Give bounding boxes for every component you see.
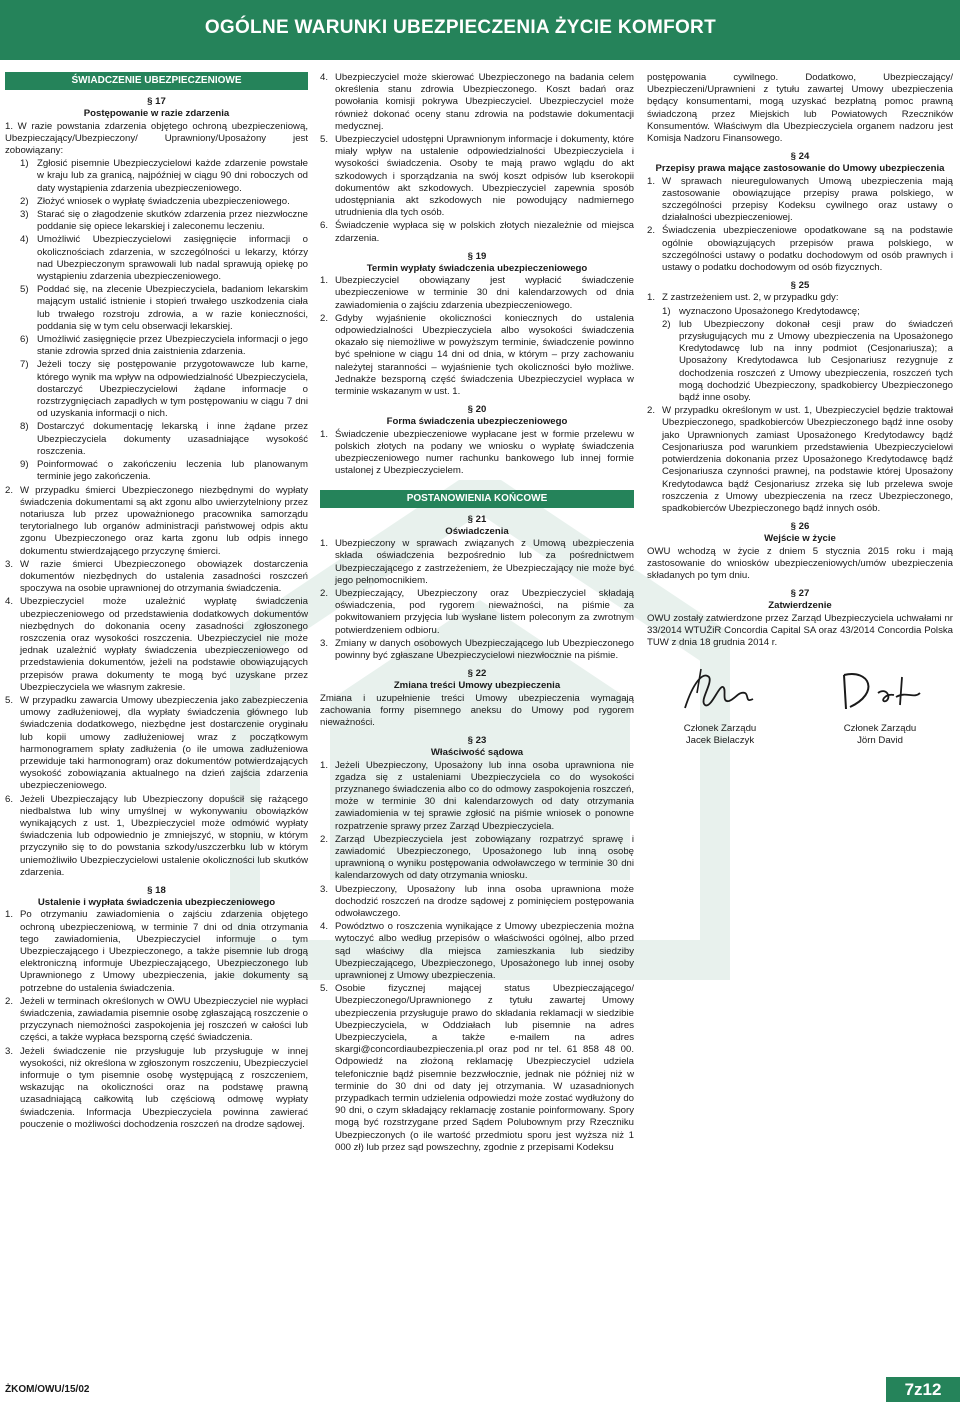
sub-number: 3) [20,209,29,221]
sub-text: Złożyć wniosek o wypłatę świadczenia ubezpieczeniowego. [37,195,290,207]
signature-image [830,663,930,721]
item-text: Ubezpieczający, Ubezpieczony oraz Ubezpieczyciel składają oświadczenia, pod rygorem nieważności, na piśmie za pokwitowaniem przyjęcia lub wysłane listem poleconym za zwrotnym potwierdzeniem odbioru. [335,587,634,636]
item-number: 5. [320,134,329,146]
item-text: W przypadku zawarcia Umowy ubezpieczenia jako zabezpieczenia umowy zadłużeniowej, dla wypłaty świadczenia głównego lub świadczenia dodatkowego, niezbędne jest dostarczenie oryginału lub kopii umowy zadłużeniowej wraz z początkowym harmonogramem spłaty zadłużenia (o ile umowa zadłużeniowa przewiduje taki harmonogram) oraz dokumentów potwierdzających wysokość zobowiązania aktualnego na dzień zajścia zdarzenia ubezpieczeniowego. [20,694,308,792]
list-item [320,588,634,637]
list-item [320,760,634,833]
list-item [647,292,953,304]
section-title: Właściwość sądowa [430,747,524,759]
section-24-heading [647,151,953,175]
item-number: 1. [647,292,656,304]
sub-text: Jeżeli toczy się postępowanie przygotowawcze lub karne, którego wynik ma wpływ na odpowiedzialność Ubezpieczyciela, dostarczyć Ubezpieczycielowi żądane informacje o rozstrzygnięciach zapadłych w tym postępowaniu w ciągu 7 dni od uzyskania informacji o nich. [37,359,308,420]
list-item [5,559,308,596]
list-item [5,695,308,793]
section-22-heading [320,668,634,692]
list-item [5,794,308,879]
paragraph: OWU wchodzą w życie z dniem 5 stycznia 2015 roku i mają zastosowanie do wniosków ubezpieczeniowych/umów ubezpieczenia składanych po tym dniu. [647,545,953,581]
section-number: § 24 [790,151,810,163]
item-number: 2. [647,225,656,237]
item-text: Jeżeli w terminach określonych w OWU Ubezpieczyciel nie wypłaci świadczenia, zawiadamia pisemnie osobę zgłaszającą roszczenie o przyczynach niemożności zaspokojenia jej roszczeń w całości lub części, a także wypłaca bezsporną część świadczenia. [20,995,308,1044]
section-title: Wejście w życie [764,533,836,545]
section-number: § 22 [467,668,487,680]
sub-number: 2) [20,195,29,207]
item-text: Ubezpieczyciel obowiązany jest wypłacić świadczenie ubezpieczeniowe w terminie 30 dni kalendarzowych od dnia zawiadomienia o zajściu zdarzenia ubezpieczeniowego. [335,275,634,311]
signature-role: Członek Zarządu [843,723,917,735]
list-item [320,921,634,982]
section-title: Zatwierdzenie [768,600,832,612]
signature-name: Jörn David [857,735,903,747]
list-item [320,983,634,1154]
list-item [320,638,634,662]
sub-number: 7) [20,359,29,371]
list-item [5,485,308,558]
item-number: 1. [320,759,329,771]
item-text: Zmiany w danych osobowych Ubezpieczającego lub Ubezpieczonego powinny być zgłaszane Ubezpieczycielowi niezwłocznie na piśmie. [335,637,634,661]
sub-item [662,319,953,404]
item-text: W razie śmierci Ubezpieczonego obowiązek dostarczenia dokumentów niezbędnych do ustalenia zasadności roszczeń spoczywa na osobie uprawnionej do otrzymania świadczenia. [20,558,308,595]
signature-image [675,663,765,721]
section-number: § 19 [467,250,487,262]
signature-role: Członek Zarządu [683,723,757,735]
paragraph: OWU zostały zatwierdzone przez Zarząd Ubezpieczyciela uchwałami nr 33/2014 WTUŻiR Concordia Capital SA oraz 43/2014 Concordia Polska TUW z dnia 18 grudnia 2014 r. [647,612,953,648]
sub-item [20,158,308,195]
item-text: Z zastrzeżeniem ust. 2, w przypadku gdy: [662,292,839,304]
sub-item [20,334,308,358]
list-item [320,429,634,478]
list-item [320,72,634,133]
sub-number: 1) [20,158,29,170]
signature-block [655,663,785,747]
sub-item [20,284,308,333]
section-band-final: POSTANOWIENIA KOŃCOWE [320,490,634,508]
sub-text: wyznaczono Uposażonego Kredytodawcę; [679,305,860,317]
section-25-heading [647,280,953,292]
section-title: Przepisy prawa mające zastosowanie do Umowy ubezpieczenia [655,163,945,175]
list-item [320,834,634,883]
sub-number: 5) [20,284,29,296]
section-17-heading [5,96,308,120]
sub-text: Poddać się, na zlecenie Ubezpieczyciela, badaniom lekarskim mającym ustalić istnienie i stopień trwałego uszkodzenia ciała lub trwałego rozstroju zdrowia, a w razie konieczności, poddania się w tym celu obserwacji lekarskiej. [37,284,308,332]
list-item [647,176,953,225]
sub-item [20,209,308,233]
item-text: Jeżeli świadczenie nie przysługuje lub przysługuje w innej wysokości, niż określona w zgłoszonym roszczeniu, Ubezpieczyciel informuje o tym pisemnie osobę występującą z roszczeniem, wskazując na okoliczności oraz na podstawę prawną uzasadniającą całkowitą lub częściową odmowę wypłaty świadczenia. Informacja Ubezpieczyciela powinna zawierać pouczenie o możliwości dochodzenia roszczeń na drodze sądowej. [20,1045,308,1130]
item-number: 3. [320,637,329,649]
sub-text: Starać się o złagodzenie skutków zdarzenia przez niezwłoczne poddanie się opiece lekarskiej i zaleconemu leczeniu. [37,209,308,233]
section-27-heading [647,588,953,612]
item-text: Ubezpieczony w sprawach związanych z Umową ubezpieczenia składa oświadczenia bezpośrednio lub za pośrednictwem Ubezpieczającego z zastrzeżeniem, że Ubezpieczający nie może być jego pełnomocnikiem. [335,538,634,586]
sub-item [20,459,308,483]
item-number: 2. [5,995,14,1007]
item-number: 2. [320,587,329,599]
document-title: OGÓLNE WARUNKI UBEZPIECZENIA ŻYCIE KOMFORT [204,17,716,38]
item-text: W przypadku określonym w ust. 1, Ubezpieczyciel będzie traktował Ubezpieczonego, spadkobierców Ubezpieczonego bądź inne osoby jako Uprawnionych zamiast Uposażonego Kredytodawcy bądź Cesjonariusza pod warunkiem przedstawienia Ubezpieczycielowi potwierdzenia dokonania przez Uposażonego Kredytodawcę bądź Cesjonariusza czynności prawnej, na podstawie której Uposażony Kredytodawca bądź Cesjonariusz zrzeka się lub przelewa swoje roszczenia z Umowy ubezpieczenia na rzecz Ubezpieczonego, spadkobierców Ubezpieczonego bądź innych osób. [662,405,953,514]
section-title: Zmiana treści Umowy ubezpieczenia [393,680,561,692]
sub-item [20,234,308,283]
column-3 [647,72,953,747]
item-number: 4. [320,921,329,933]
paragraph: Zmiana i uzupełnienie treści Umowy ubezpieczenia wymagają zachowania formy pisemnego aneksu do Umowy pod rygorem nieważności. [320,692,634,728]
sub-item [20,196,308,208]
sub-number: 2) [662,318,671,330]
section-number: § 20 [467,404,487,416]
item-text: W sprawach nieuregulowanych Umową ubezpieczenia mają zastosowanie obowiązujące przepisy prawa polskiego, w szczególności przepisy Kodeksu cywilnego oraz ustawy o działalności ubezpieczeniowej. [662,175,953,224]
sub-number: 8) [20,421,29,433]
item-text: Jeżeli Ubezpieczony, Uposażony lub inna osoba uprawniona nie zgadza się z ustaleniami Ubezpieczyciela co do wysokości przyznanego świadczenia albo co do odmowy zaspokojenia roszczeń, może w terminie 30 dni kalendarzowych od daty otrzymania zawiadomienia w tej sprawie zgłosić na piśmie wniosek o ponowne rozpatrzenie sprawy przez Zarząd Ubezpieczyciela. [335,759,634,832]
sub-item [20,359,308,420]
signature-block [815,663,945,747]
list-item [5,996,308,1045]
list-item [320,275,634,312]
item-text: Świadczenie ubezpieczeniowe wypłacane jest w formie przelewu w polskich złotych na podany we wniosku o wypłatę świadczenia ubezpieczeniowego numer rachunku bankowego lub innej formie ustalonej z Ubezpieczycielem. [335,428,634,477]
section-26-heading [647,521,953,545]
item-number: 5. [320,983,329,995]
item-text: Świadczenie wypłaca się w polskich złotych niezależnie od miejsca zdarzenia. [335,220,634,244]
section-title: Postępowanie w razie zdarzenia [83,108,230,120]
section-19-heading [320,251,634,275]
section-number: § 21 [467,513,487,525]
item-text: Po otrzymaniu zawiadomienia o zajściu zdarzenia objętego ochroną ubezpieczeniową, w terminie 7 dni od dnia otrzymania tego zawiadomienia, Ubezpieczyciel informuje o tym Ubezpieczającego i Ubezpieczonego, a także pisemnie lub drogą elektroniczną informuje Ubezpieczającego, Ubezpieczonego lub Uprawnionego z Umowy ubezpieczenia, jakie dokumenty są potrzebne do ustalenia świadczenia. [20,909,308,994]
item-number: 2. [320,833,329,845]
item-text: Osobie fizycznej mającej status Ubezpieczającego/ Ubezpieczonego/Uprawnionego z tytułu zawartej Umowy ubezpieczenia przysługuje prawo do składania reklamacji w siedzibie Ubezpieczyciela, w Oddziałach lub pisemnie na adres Ubezpieczyciela, a także e-mailem na adres skargi@concordiaubezpieczenia.pl oraz pod nr tel. 61 858 48 00. Odpowiedź na złożoną reklamację Ubezpieczyciel udziela telefonicznie bądź pisemnie bezzwłocznie, jednak nie później niż w terminie do 30 dni od daty jej otrzymania. W uzasadnionych przypadkach termin udzielenia odpowiedzi może zostać wydłużony do 90 dni, o czym składający reklamację zostanie poinformowany. Spory mogą być rozstrzygane przed Sądem Polubownym przy Rzeczniku Ubezpieczonych (o ile wartość przedmiotu sporu jest wyższa niż 1 000 zł) lub przez sąd powszechny, zgodnie z przepisami Kodeksu [335,983,634,1153]
paragraph: 1. W razie powstania zdarzenia objętego ochroną ubezpieczeniową, Ubezpieczający/Ubezpieczony/ Uprawniony/Uposażony jest zobowiązany: [5,120,308,157]
section-23-heading [320,735,634,759]
page-number-badge: 7z12 [886,1377,960,1402]
item-number: 1. [5,909,14,921]
paragraph-continued: postępowania cywilnego. Dodatkowo, Ubezpieczający/ Ubezpieczeni/Uprawnieni z tytułu zawartej Umowy ubezpieczenia będący konsumentami, mogą uzyskać bezpłatną pomoc prawną świadczoną przez Miejskich lub Powiatowych Rzeczników Konsumentów. Właściwym dla Ubezpieczyciela organem nadzoru jest Komisja Nadzoru Finansowego. [647,72,953,145]
sub-number: 1) [662,305,671,317]
sub-text: Umożliwić Ubezpieczycielowi zasięgnięcie informacji o okolicznościach zdarzenia, w szczególności u lekarzy, którzy nad Ubezpieczonym sprawowali lub nadal sprawują opiekę po wystąpieniu zdarzenia ubezpieczeniowego. [37,234,308,283]
signature-name: Jacek Bielaczyk [685,735,755,747]
item-number: 3. [5,558,14,570]
sub-number: 6) [20,334,29,346]
section-number: § 25 [790,280,810,292]
sub-text: Poinformować o zakończeniu leczenia lub planowanym terminie jego zakończenia. [37,459,308,483]
section-band-benefit: ŚWIADCZENIE UBEZPIECZENIOWE [5,72,308,90]
item-text: Zarząd Ubezpieczyciela jest zobowiązany rozpatrzyć sprawę i zawiadomić Ubezpieczonego, Uposażonego lub inną osobę uprawnioną o wyniku postępowania odwoławczego w terminie 30 dni kalendarzowych od daty otrzymania wniosku. [335,833,634,882]
item-number: 2. [320,312,329,324]
section-number: § 27 [790,588,810,600]
sub-item [20,421,308,458]
section-title: Oświadczenia [445,525,509,537]
list-item [320,538,634,587]
list-item [320,884,634,921]
item-number: 6. [5,793,14,805]
item-text: Powództwo o roszczenia wynikające z Umowy ubezpieczenia można wytoczyć albo według przepisów o właściwości ogólnej, albo przed sąd właściwy dla miejsca zamieszkania lub siedziby Ubezpieczającego, Ubezpieczonego, Uposażonego lub innej osoby uprawnionej z Umowy ubezpieczenia. [335,921,634,982]
item-text: Świadczenia ubezpieczeniowe opodatkowane są na podstawie ogólnie obowiązujących przepisów prawa polskiego, w szczególności ustawy o podatku dochodowym od osób prawnych i ustawy o podatku dochodowym od osób fizycznych. [662,225,953,274]
item-number: 1. [320,538,329,550]
list-item [5,1046,308,1131]
list-item [320,134,634,219]
item-text: Ubezpieczyciel może skierować Ubezpieczonego na badania celem określenia stanu zdrowia Ubezpieczonego. Koszt badań oraz powołania komisji pokrywa Ubezpieczyciel. Ubezpieczyciel może również dokonać oceny stanu zdrowia na podstawie dokumentacji medycznej. [335,72,634,132]
sub-text: lub Ubezpieczony dokonał cesji praw do świadczeń przysługujących mu z Umowy ubezpieczenia na Uposażonego Kredytodawcę lub na inny podmiot (Cesjonariusza); a Uposażony Kredytodawca lub Cesjonariusz rezygnuje z dochodzenia roszczeń z Umowy ubezpieczenia, roszczeń tych mogą dochodzić Ubezpieczony, spadkobiercy Ubezpieczonego bądź inne osoby. [679,318,953,404]
item-text: Gdyby wyjaśnienie okoliczności koniecznych do ustalenia odpowiedzialności Ubezpieczyciela albo wysokości świadczenia okazało się niemożliwe w powyższym terminie, świadczenie powinno być spełnione w ciągu 14 dni od dnia, w którym – przy zachowaniu należytej staranności – wyjaśnienie tych okoliczności było możliwe. Jednakże bezsporną część świadczenia Ubezpieczyciel wypłaca w terminie wskazanym w ust. 1. [335,312,634,398]
header-bar [0,0,960,60]
list-item [647,225,953,274]
section-20-heading [320,404,634,428]
item-text: Ubezpieczyciel może uzależnić wypłatę świadczenia ubezpieczeniowego od przedstawienia dodatkowych dokumentów niezbędnych do dokonania oceny zasadności zgłoszonego roszczenia oraz wysokości roszczenia. Ubezpieczyciel nie może jednak uzależnić wypłaty świadczenia ubezpieczeniowego od przedstawienia dokumentów, jeżeli na podstawie obowiązujących przepisów prawa dokumenty te mogą być uzyskane przez Ubezpieczyciela we własnym zakresie. [20,596,308,693]
item-text: Jeżeli Ubezpieczający lub Ubezpieczony dopuścił się rażącego niedbalstwa lub winy umyślnej w wykonywaniu obowiązków wynikających z ust. 1, Ubezpieczyciel może odmówić wypłaty świadczenia lub odpowiednio je zmniejszyć, w stopniu, w którym przyczyniło się to do powstania szkody/uszczerbku lub w którym uniemożliwiło Ubezpieczycielowi ustalenie okoliczności lub skutków zdarzenia. [20,793,308,878]
item-text: Ubezpieczyciel udostępni Uprawnionym informacje i dokumenty, które miały wpływ na ustalenie odpowiedzialności Ubezpieczyciela i wysokości świadczenia. Osoby te mają prawo wglądu do akt szkodowych i sporządzania na swój koszt odpisów lub kserokopii dokumentów akt szkodowych. Ubezpieczyciel zapewnia sposób udostępniania akt szkodowych nie powodujący nadmiernego utrudnienia dla tych osób. [335,134,634,219]
item-text: Ubezpieczony, Uposażony lub inna osoba uprawniona może dochodzić roszczeń na drodze sądowej z pominięciem postępowania odwoławczego. [335,883,634,919]
sub-number: 4) [20,234,29,246]
item-number: 2. [5,484,14,496]
section-title: Termin wypłaty świadczenia ubezpieczeniowego [366,263,588,275]
list-item [647,405,953,515]
section-number: § 26 [790,521,810,533]
item-number: 6. [320,220,329,232]
item-number: 1. [320,275,329,287]
sub-text: Umożliwić zasięgnięcie przez Ubezpieczyciela informacji o jego stanie zdrowia sprzed dnia zaistnienia zdarzenia. [37,334,308,358]
section-title: Ustalenie i wypłata świadczenia ubezpieczeniowego [37,897,276,909]
item-number: 3. [5,1045,14,1057]
signatures [647,663,953,747]
item-number: 3. [320,883,329,895]
section-number: § 17 [147,96,166,108]
sub-number: 9) [20,459,29,471]
sub-text: Zgłosić pisemnie Ubezpieczycielowi każde zdarzenie powstałe w kraju lub za granicą, najpóźniej w ciągu 90 dni roboczych od daty wystąpienia zdarzenia ubezpieczeniowego. [37,158,308,194]
document-code: ŻKOM/OWU/15/02 [5,1384,90,1395]
item-number: 5. [5,694,14,706]
list-item [320,313,634,398]
item-number: 2. [647,405,656,417]
section-number: § 23 [467,735,487,747]
item-number: 1. [647,175,656,187]
list-item [5,909,308,994]
section-18-heading [5,885,308,909]
column-2 [320,72,634,1155]
item-number: 4. [320,72,329,83]
column-1 [5,72,308,1132]
item-number: 4. [5,596,14,608]
item-number: 1. [320,428,329,440]
section-21-heading [320,514,634,538]
section-number: § 18 [147,885,166,896]
item-text: W przypadku śmierci Ubezpieczonego niezbędnymi do wypłaty świadczenia dokumentami są akt zgonu albo uwierzytelniony przez notariusza lub przez upoważnionego pracownika samorządu terytorialnego lub organów administracji państwowej odpis aktu zgonu Ubezpieczonego oraz karta zgonu lub odpis innego dokumentu stwierdzającego przyczynę śmierci. [20,484,308,557]
list-item [5,596,308,694]
list-item [320,220,634,244]
sub-text: Dostarczyć dokumentację lekarską i inne żądane przez Ubezpieczyciela dokumenty uzasadniające wysokość roszczenia. [37,421,308,457]
sub-item [662,306,953,318]
section-title: Forma świadczenia ubezpieczeniowego [386,416,568,428]
